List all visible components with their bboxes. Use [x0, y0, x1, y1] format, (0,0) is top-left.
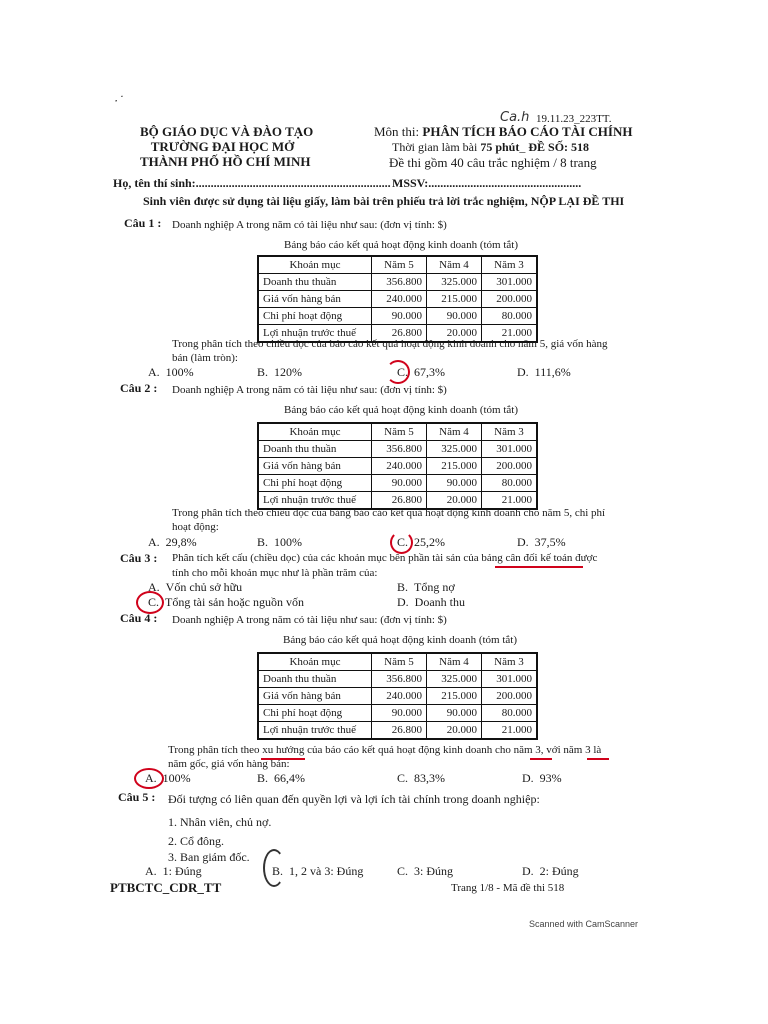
table-cell: 21.000: [482, 325, 538, 343]
option-letter: A.: [145, 771, 157, 785]
q2-stem-line2: hoạt động:: [172, 521, 219, 533]
option-text: 120%: [274, 365, 303, 379]
table-row: [258, 705, 537, 722]
q5-option-d: [522, 864, 579, 879]
table-cell: 20.000: [427, 492, 482, 510]
q4-label: Câu 4 :: [120, 611, 158, 625]
table-cell: Lợi nhuận trước thuế: [258, 325, 372, 343]
option-text: Vốn chủ sở hữu: [165, 580, 243, 594]
option-text: 83,3%: [414, 771, 446, 785]
option-text: 37,5%: [534, 535, 566, 549]
table-cell: 90.000: [427, 705, 482, 722]
table-cell: Lợi nhuận trước thuế: [258, 722, 372, 740]
table-row: [258, 688, 537, 705]
option-text: 66,4%: [274, 771, 306, 785]
option-text: Tổng tài sản hoặc nguồn vốn: [165, 595, 304, 609]
table-cell: 356.800: [372, 671, 427, 688]
q4-stem-line1: Trong phân tích theo xu hướng của báo cáo kết quả hoạt động kinh doanh cho năm 3, với năm 3 là: [168, 744, 602, 756]
q5-option-a: [145, 864, 202, 879]
option-text: 1, 2 và 3: Đúng: [289, 864, 364, 878]
q5-option-c: [397, 864, 453, 879]
q4-option-c: [397, 771, 445, 786]
q4-intro: Doanh nghiệp A trong năm có tài liệu như sau: (đơn vị tính: $): [172, 614, 447, 626]
table-cell: 20.000: [427, 325, 482, 343]
exam-code-date: 19.11.23_223TT.: [536, 113, 612, 125]
option-text: Doanh thu: [414, 595, 465, 609]
col-header: Năm 3: [482, 256, 538, 274]
table-cell: 90.000: [427, 475, 482, 492]
col-header: Năm 5: [372, 653, 427, 671]
q5-item-1: 1. Nhân viên, chủ nợ.: [168, 815, 272, 829]
option-letter: D.: [517, 535, 529, 549]
option-text: 3: Đúng: [414, 864, 454, 878]
q4-underline-base-year: [587, 758, 609, 760]
table-header-row: [258, 653, 537, 671]
option-text: 93%: [539, 771, 562, 785]
instructions: Sinh viên được sử dụng tài liệu giấy, làm bài trên phiếu trả lời trắc nghiệm, NỘP LẠI ĐỀ THI: [143, 194, 625, 208]
table-cell: 200.000: [482, 458, 538, 475]
exam-number: ĐỀ SỐ: 518: [528, 140, 590, 154]
q5-answer-circle: [263, 849, 285, 887]
subject-label: Môn thi:: [374, 124, 423, 139]
time-value: 75 phút: [480, 140, 520, 154]
table-cell: 240.000: [372, 291, 427, 308]
table-cell: Chi phí hoạt động: [258, 475, 372, 492]
table-row: [258, 458, 537, 475]
q2-intro: Doanh nghiệp A trong năm có tài liệu như sau: (đơn vị tính: $): [172, 384, 447, 396]
q4-underline-year: [530, 758, 552, 760]
option-letter: C.: [397, 365, 409, 379]
option-letter: B.: [257, 771, 269, 785]
city-name: THÀNH PHỐ HỒ CHÍ MINH: [140, 154, 311, 169]
q4-report-table: [257, 652, 538, 740]
col-header: Năm 4: [427, 256, 482, 274]
option-text: 111,6%: [534, 365, 571, 379]
table-cell: 240.000: [372, 688, 427, 705]
table-cell: 200.000: [482, 688, 538, 705]
table-cell: 26.800: [372, 722, 427, 740]
ministry-name: BỘ GIÁO DỤC VÀ ĐÀO TẠO: [140, 124, 314, 139]
option-letter: D.: [522, 771, 534, 785]
stray-mark: ·˙: [114, 94, 124, 108]
table-cell: Giá vốn hàng bán: [258, 458, 372, 475]
table-cell: 325.000: [427, 441, 482, 458]
table-cell: 21.000: [482, 492, 538, 510]
option-letter: D.: [517, 365, 529, 379]
table-cell: 20.000: [427, 722, 482, 740]
q1-report-table: [257, 255, 538, 343]
table-cell: 215.000: [427, 458, 482, 475]
time-label: Thời gian làm bài: [392, 140, 481, 154]
q5-option-b: [272, 864, 363, 879]
option-text: 100%: [165, 365, 194, 379]
col-header: Năm 4: [427, 423, 482, 441]
q4-stem-line2: năm gốc, giá vốn hàng bán:: [168, 758, 290, 770]
q3-option-a: [148, 580, 242, 595]
handwritten-mark: Ca.h: [500, 110, 530, 125]
course-code: PTBCTC_CDR_TT: [110, 880, 222, 895]
table-cell: Chi phí hoạt động: [258, 308, 372, 325]
q2-option-d: [517, 535, 566, 550]
q5-stem: Đối tượng có liên quan đến quyền lợi và lợi ích tài chính trong doanh nghiệp:: [168, 792, 540, 806]
q5-label: Câu 5 :: [118, 790, 156, 804]
option-text: 100%: [162, 771, 191, 785]
subject-line: [374, 124, 632, 140]
table-row: [258, 274, 537, 291]
q5-item-3: 3. Ban giám đốc.: [168, 850, 250, 864]
student-id-field: MSSV:...................................................: [392, 176, 582, 190]
q2-report-table: [257, 422, 538, 510]
option-letter: C.: [397, 771, 409, 785]
table-cell: 356.800: [372, 441, 427, 458]
table-row: [258, 308, 537, 325]
col-header: Năm 5: [372, 256, 427, 274]
option-text: 1: Đúng: [162, 864, 202, 878]
q4-answer-circle: [134, 768, 164, 789]
option-text: 29,8%: [165, 535, 197, 549]
option-text: 100%: [274, 535, 303, 549]
option-letter: A.: [148, 535, 160, 549]
q5-item-2: 2. Cổ đông.: [168, 834, 225, 848]
table-cell: 90.000: [427, 308, 482, 325]
time-line: Thời gian làm bài 75 phút_ ĐỀ SỐ: 518: [392, 140, 590, 154]
subject-name: PHÂN TÍCH BÁO CÁO TÀI CHÍNH: [422, 124, 633, 139]
table-cell: 90.000: [372, 308, 427, 325]
page-info: Trang 1/8 - Mã đề thi 518: [451, 882, 565, 894]
option-letter: B.: [257, 535, 269, 549]
option-text: 2: Đúng: [539, 864, 579, 878]
table-cell: 325.000: [427, 274, 482, 291]
option-letter: B.: [397, 580, 409, 594]
table-header-row: [258, 423, 537, 441]
table-cell: 80.000: [482, 475, 538, 492]
table-cell: 301.000: [482, 441, 538, 458]
table-cell: Doanh thu thuần: [258, 274, 372, 291]
q1-answer-circle: [386, 360, 410, 384]
q3-stem-line1: Phân tích kết cấu (chiều dọc) của các khoản mục bên phần tài sản của bảng cân đối kế toán được: [172, 552, 598, 564]
option-letter: D.: [397, 595, 409, 609]
q4-option-b: [257, 771, 305, 786]
q2-stem-line1: Trong phân tích theo chiều dọc của bảng báo cáo kết quả hoạt động kinh doanh cho năm 5, chi phí: [172, 507, 606, 519]
table-cell: 80.000: [482, 308, 538, 325]
candidate-name-field: Họ, tên thí sinh:.................................................................: [113, 176, 391, 190]
q1-intro: Doanh nghiệp A trong năm có tài liệu như sau: (đơn vị tính: $): [172, 219, 447, 231]
q1-option-d: [517, 365, 571, 380]
q2-option-a: [148, 535, 197, 550]
table-row: [258, 441, 537, 458]
table-cell: 200.000: [482, 291, 538, 308]
q1-option-b: [257, 365, 302, 380]
option-letter: A.: [145, 864, 157, 878]
university-name: TRƯỜNG ĐẠI HỌC MỞ: [150, 139, 295, 154]
table-cell: Doanh thu thuần: [258, 671, 372, 688]
table-cell: 301.000: [482, 671, 538, 688]
q2-option-b: [257, 535, 302, 550]
table-row: [258, 722, 537, 740]
table-cell: Giá vốn hàng bán: [258, 688, 372, 705]
option-letter: C.: [397, 535, 409, 549]
q3-stem-line2: tính cho mỗi khoản mục như là phần trăm của:: [172, 567, 378, 579]
col-header: Khoản mục: [258, 256, 372, 274]
table-cell: 301.000: [482, 274, 538, 291]
table-cell: 215.000: [427, 688, 482, 705]
q2-table-caption: Bảng báo cáo kết quả hoạt động kinh doanh (tóm tắt): [284, 404, 518, 416]
q3-option-d: [397, 595, 465, 610]
table-cell: 215.000: [427, 291, 482, 308]
table-cell: Giá vốn hàng bán: [258, 291, 372, 308]
col-header: Khoản mục: [258, 653, 372, 671]
q1-stem-line1: Trong phân tích theo chiều dọc của báo cáo kết quả hoạt động kinh doanh cho năm 5, giá vốn hàng: [172, 338, 608, 350]
option-letter: C.: [397, 864, 409, 878]
scanner-watermark: Scanned with CamScanner: [529, 919, 639, 929]
table-cell: 240.000: [372, 458, 427, 475]
option-letter: C.: [148, 595, 160, 609]
col-header: Năm 4: [427, 653, 482, 671]
q2-answer-circle: [390, 531, 413, 554]
table-cell: Chi phí hoạt động: [258, 705, 372, 722]
q3-option-c: [148, 595, 304, 610]
q4-table-caption: Bảng báo cáo kết quả hoạt động kinh doanh (tóm tắt): [283, 634, 517, 646]
table-cell: 90.000: [372, 475, 427, 492]
q1-option-a: [148, 365, 194, 380]
option-letter: B.: [257, 365, 269, 379]
exam-info: Đề thi gồm 40 câu trắc nghiệm / 8 trang: [389, 155, 597, 170]
table-row: [258, 475, 537, 492]
table-cell: 26.800: [372, 325, 427, 343]
q2-label: Câu 2 :: [120, 381, 158, 395]
q1-stem-line2: bán (làm tròn):: [172, 352, 238, 364]
table-row: [258, 671, 537, 688]
col-header: Khoản mục: [258, 423, 372, 441]
table-cell: 90.000: [372, 705, 427, 722]
q3-option-b: [397, 580, 455, 595]
col-header: Năm 3: [482, 423, 538, 441]
col-header: Năm 3: [482, 653, 538, 671]
col-header: Năm 5: [372, 423, 427, 441]
table-row: [258, 291, 537, 308]
q3-underline: [495, 566, 583, 568]
table-header-row: [258, 256, 537, 274]
q1-table-caption: Bảng báo cáo kết quả hoạt động kinh doanh (tóm tắt): [284, 239, 518, 251]
table-cell: 325.000: [427, 671, 482, 688]
table-cell: 26.800: [372, 492, 427, 510]
option-letter: B.: [272, 864, 284, 878]
q1-label: Câu 1 :: [124, 216, 162, 230]
table-cell: Lợi nhuận trước thuế: [258, 492, 372, 510]
table-cell: 21.000: [482, 722, 538, 740]
option-letter: A.: [148, 580, 160, 594]
option-text: Tổng nợ: [414, 580, 455, 594]
option-text: 67,3%: [414, 365, 446, 379]
q4-option-d: [522, 771, 562, 786]
table-cell: 80.000: [482, 705, 538, 722]
table-cell: Doanh thu thuần: [258, 441, 372, 458]
table-cell: 356.800: [372, 274, 427, 291]
q3-label: Câu 3 :: [120, 551, 158, 565]
option-text: 25,2%: [414, 535, 446, 549]
option-letter: D.: [522, 864, 534, 878]
option-letter: A.: [148, 365, 160, 379]
